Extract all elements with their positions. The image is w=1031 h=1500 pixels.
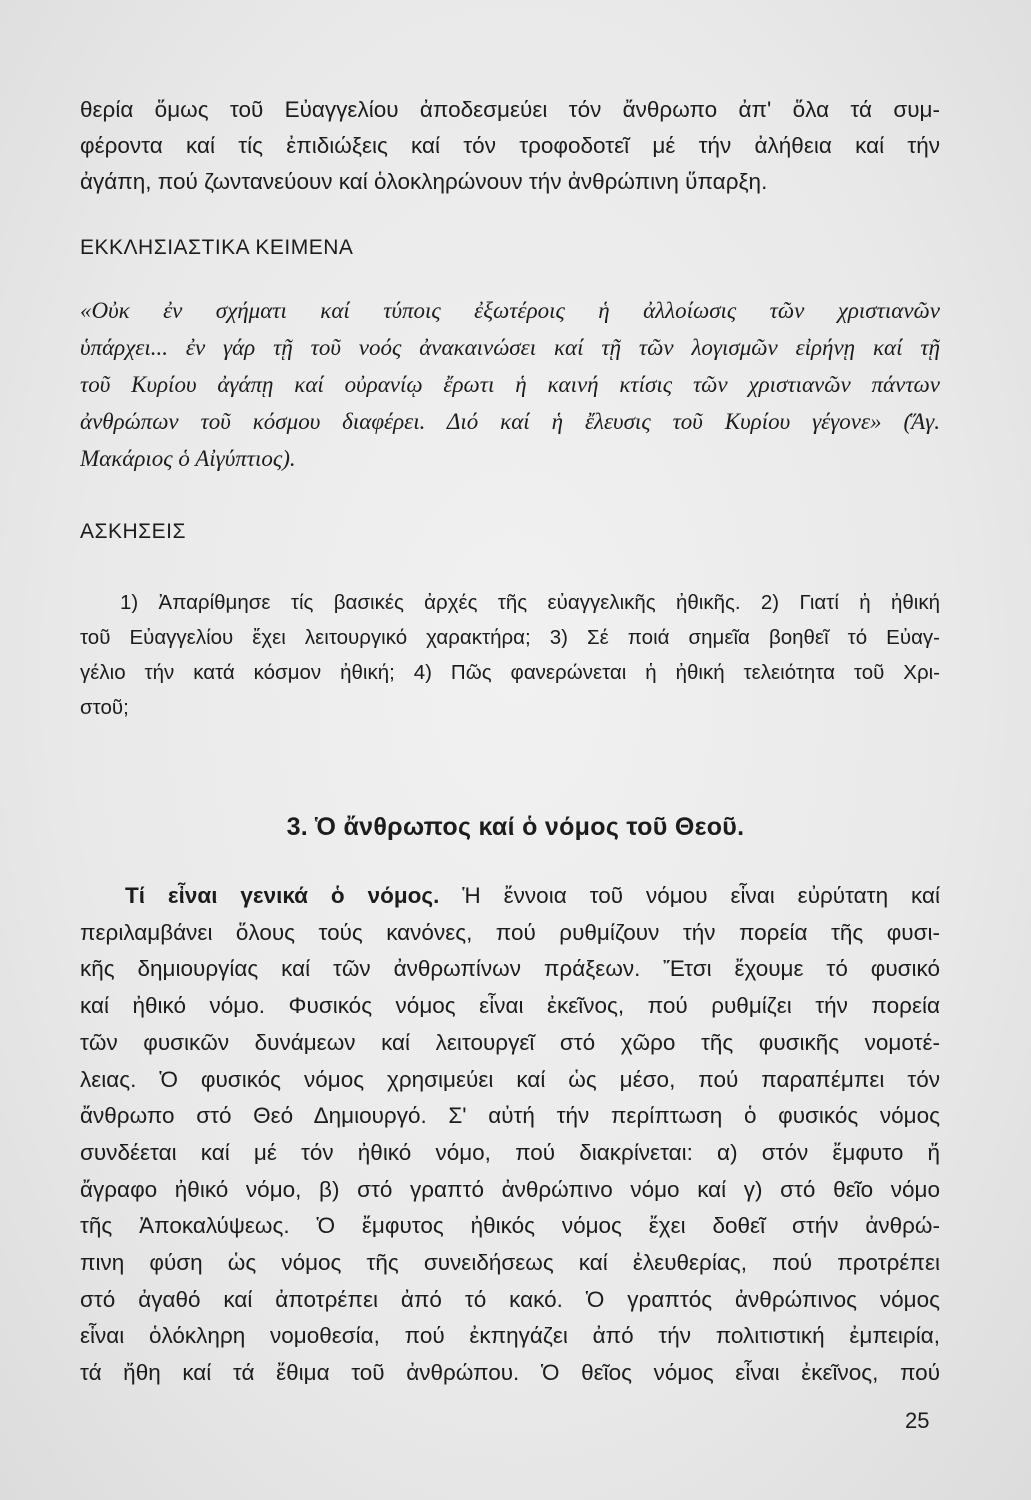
body-first-rest: Ἡ ἔννοια τοῦ νόμου εἶναι εὐρύτατη καί (462, 883, 940, 908)
exercise-line: 1) Ἀπαρίθμησε τίς βασικές ἀρχές τῆς εὐαγγελικῆς ἠθικῆς. 2) Γιατί ἡ ἠθική (120, 591, 940, 614)
quote-line: ἀνθρώπων τοῦ κόσμου διαφέρει. Διό καί ἡ ἔλευσις τοῦ Κυρίου γέγονε» (Ἅγ. (80, 409, 940, 434)
body-line: λειας. Ὁ φυσικός νόμος χρησιμεύει καί ὡς μέσο, πού παραπέμπει τόν (80, 1066, 940, 1092)
exercise-line: τοῦ Εὐαγγελίου ἔχει λειτουργικό χαρακτήρα; 3) Σέ ποιά σημεῖα βοηθεῖ τό Εὐαγ- (80, 626, 940, 649)
quote-line: τοῦ Κυρίου ἀγάπῃ καί οὐρανίῳ ἔρωτι ἡ καινή κτίσις τῶν χριστιανῶν πάντων (80, 372, 940, 397)
intro-line: θερία ὅμως τοῦ Εὐαγγελίου ἀποδεσμεύει τόν ἄνθρωπο ἀπ' ὅλα τά συμ- (80, 97, 940, 122)
body-line: τῶν φυσικῶν δυνάμεων καί λειτουργεῖ στό χῶρο τῆς φυσικῆς νομοτέ- (80, 1029, 940, 1055)
exercise-line: στοῦ; (80, 696, 129, 719)
body-line: ἄνθρωπο στό Θεό Δημιουργό. Σ' αὐτή τήν περίπτωση ὁ φυσικός νόμος (80, 1103, 940, 1129)
quote-line: ὑπάρχει... ἐν γάρ τῇ τοῦ νοός ἀνακαινώσει καί τῇ τῶν λογισμῶν εἰρήνῃ καί τῇ (80, 335, 940, 360)
body-line: συνδέεται καί μέ τόν ἠθικό νόμο, πού διακρίνεται: α) στόν ἔμφυτο ἤ (80, 1139, 940, 1165)
church-quote (80, 292, 940, 477)
intro-line: ἀγάπη, πού ζωντανεύουν καί ὁλοκληρώνουν τήν ἀνθρώπινη ὕπαρξη. (80, 169, 768, 194)
body-line: πινη φύση ὡς νόμος τῆς συνειδήσεως καί ἐλευθερίας, πού προτρέπει (80, 1250, 940, 1276)
body-first-line (80, 878, 940, 915)
quote-line: «Οὐκ ἐν σχήματι καί τύποις ἐξωτέροις ἡ ἀλλοίωσις τῶν χριστιανῶν (80, 298, 940, 323)
heading-exercises: ΑΣΚΗΣΕΙΣ (80, 520, 186, 543)
body-line: καί ἠθικό νόμο. Φυσικός νόμος εἶναι ἐκεῖνος, πού ρυθμίζει τήν πορεία (80, 993, 940, 1019)
intro-paragraph (80, 92, 940, 200)
exercise-line: γέλιο τήν κατά κόσμον ἠθική; 4) Πῶς φανερώνεται ἡ ἠθική τελειότητα τοῦ Χρι- (80, 661, 940, 684)
body-paragraph (80, 878, 940, 1392)
body-line: τῆς Ἀποκαλύψεως. Ὁ ἔμφυτος ἠθικός νόμος ἔχει δοθεῖ στήν ἀνθρώ- (80, 1213, 940, 1239)
section-title: 3. Ὁ ἄνθρωπος καί ὁ νόμος τοῦ Θεοῦ. (286, 813, 745, 841)
body-line: περιλαμβάνει ὅλους τούς κανόνες, πού ρυθμίζουν τήν πορεία τῆς φυσι- (80, 919, 940, 945)
heading-church-texts: ΕΚΚΛΗΣΙΑΣΤΙΚΑ ΚΕΙΜΕΝΑ (80, 236, 354, 259)
body-line: εἶναι ὁλόκληρη νομοθεσία, πού ἐκπηγάζει ἀπό τήν πολιτιστική ἐμπειρία, (80, 1323, 940, 1349)
body-line: τά ἤθη καί τά ἔθιμα τοῦ ἀνθρώπου. Ὁ θεῖος νόμος εἶναι ἐκεῖνος, πού (80, 1360, 940, 1386)
body-line: κῆς δημιουργίας καί τῶν ἀνθρωπίνων πράξεων. Ἔτσι ἔχουμε τό φυσικό (80, 956, 940, 982)
body-line: στό ἀγαθό καί ἀποτρέπει ἀπό τό κακό. Ὁ γραπτός ἀνθρώπινος νόμος (80, 1286, 940, 1312)
body-lead-heading: Τί εἶναι γενικά ὁ νόμος. (125, 883, 440, 908)
page-number: 25 (905, 1408, 930, 1433)
exercises-list (80, 585, 940, 725)
body-line: ἄγραφο ἠθικό νόμο, β) στό γραπτό ἀνθρώπινο νόμο καί γ) στό θεῖο νόμο (80, 1176, 940, 1202)
quote-line: Μακάριος ὁ Αἰγύπτιος). (80, 446, 296, 471)
intro-line: φέροντα καί τίς ἐπιδιώξεις καί τόν τροφοδοτεῖ μέ τήν ἀλήθεια καί τήν (80, 133, 940, 158)
